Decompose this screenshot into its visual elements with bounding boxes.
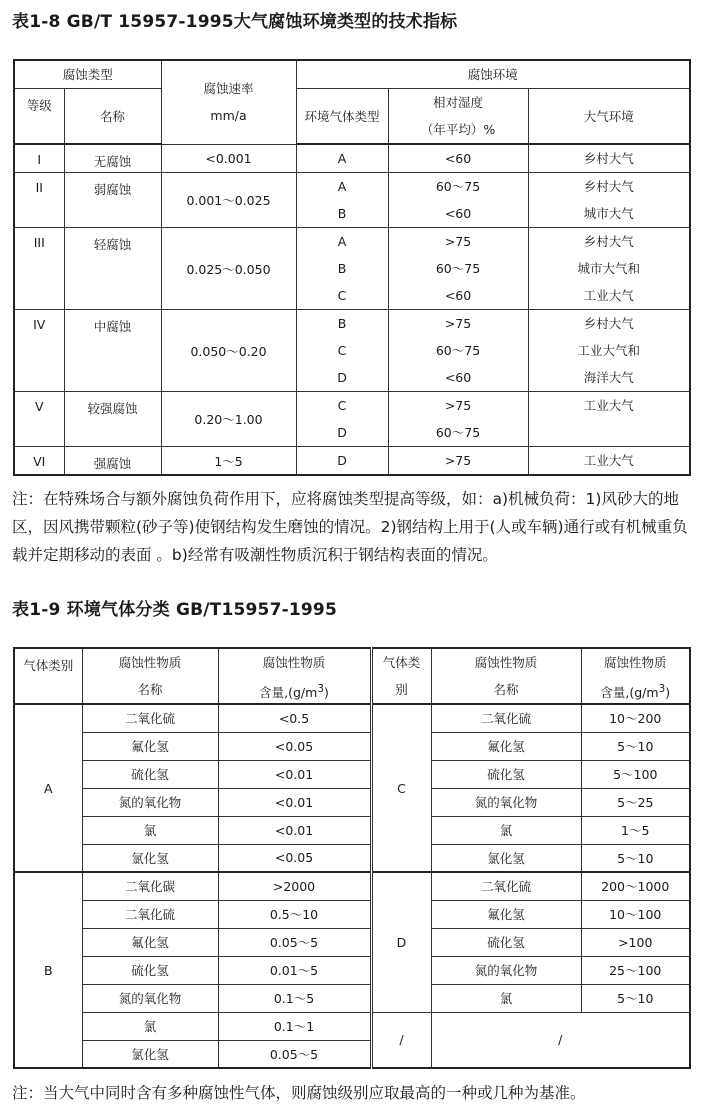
gas-type-value: D xyxy=(337,453,347,468)
header-content-left-line2 xyxy=(219,676,370,703)
substance-name-cell: 氟化氢 xyxy=(431,732,581,760)
table-row xyxy=(14,704,690,732)
humidity-value: 60～75 xyxy=(435,261,481,276)
header-corrosion-type: 腐蚀类型 xyxy=(14,60,161,88)
grade-cell: III xyxy=(14,228,64,310)
substance-name-cell: 二氧化硫 xyxy=(82,900,218,928)
gas-type-value: B xyxy=(337,261,347,276)
substance-content-cell: 0.01～5 xyxy=(218,956,371,984)
substance-content-cell: 0.05～5 xyxy=(218,928,371,956)
header-substance-left-line1: 腐蚀性物质 xyxy=(118,655,182,670)
humidity-value: <60 xyxy=(444,370,472,385)
substance-name-cell: 氯 xyxy=(431,984,581,1012)
humidity-value: <60 xyxy=(444,151,472,166)
atmosphere-value: 城市大气 xyxy=(583,206,634,221)
atmosphere-value: 城市大气和 xyxy=(577,261,641,276)
header-rate-label: 腐蚀速率 xyxy=(203,81,254,97)
substance-name-cell: 氯 xyxy=(82,1012,218,1040)
substance-name-cell: 氯化氢 xyxy=(431,844,581,872)
atmosphere-cell xyxy=(528,228,690,310)
substance-name-cell: 氟化氢 xyxy=(431,900,581,928)
substance-content-cell: 5～10 xyxy=(581,844,690,872)
gas-type-value: D xyxy=(337,370,347,385)
header-grade: 等级 xyxy=(14,88,64,144)
header-gas-category-right-line2: 别 xyxy=(395,682,408,697)
gas-type-cell xyxy=(296,392,388,447)
header-gas-type: 环境气体类型 xyxy=(296,88,388,144)
substance-name-cell: 硫化氢 xyxy=(431,928,581,956)
gas-type-value: A xyxy=(337,179,347,194)
gas-type-value: B xyxy=(337,316,347,331)
table1-body xyxy=(14,144,690,475)
substance-content-cell: 25～100 xyxy=(581,956,690,984)
gas-type-cell xyxy=(296,228,388,310)
humidity-value: >75 xyxy=(444,398,472,413)
substance-content-cell: 0.1～1 xyxy=(218,1012,371,1040)
gas-type-value: C xyxy=(337,343,347,358)
substance-name-cell: 氯 xyxy=(431,816,581,844)
header-environment: 腐蚀环境 xyxy=(296,60,690,88)
gas-type-value: A xyxy=(337,151,347,166)
header-humidity-line1: 相对湿度 xyxy=(433,94,484,110)
table-row xyxy=(14,984,690,1012)
substance-content-cell: 10～100 xyxy=(581,900,690,928)
header-rate xyxy=(161,60,296,144)
atmosphere-value: 工业大气 xyxy=(583,453,634,468)
table-row xyxy=(14,844,690,872)
rate-cell: 0.050～0.20 xyxy=(161,310,296,392)
table-row xyxy=(14,228,690,310)
gas-type-value: C xyxy=(337,398,347,413)
substance-name-cell: 硫化氢 xyxy=(431,760,581,788)
substance-content-cell: 10～200 xyxy=(581,704,690,732)
atmosphere-value: 工业大气和 xyxy=(577,343,641,358)
header-name: 名称 xyxy=(64,88,161,144)
humidity-value: 60～75 xyxy=(435,179,481,194)
atmosphere-value: 工业大气 xyxy=(583,398,634,413)
content-unit-right: 含量,(g/m xyxy=(600,685,659,701)
header-content-right-line2 xyxy=(582,676,690,703)
atmosphere-cell xyxy=(528,310,690,392)
gas-type-cell xyxy=(296,310,388,392)
atmosphere-cell xyxy=(528,447,690,476)
substance-content-cell: <0.01 xyxy=(218,788,371,816)
atmosphere-value: 乡村大气 xyxy=(583,316,634,331)
gas-type-cell xyxy=(296,173,388,228)
substance-name-cell: 氟化氢 xyxy=(82,732,218,760)
name-cell: 轻腐蚀 xyxy=(64,228,161,310)
name-cell: 无腐蚀 xyxy=(64,144,161,173)
corrosion-environment-table xyxy=(13,59,691,476)
table2-note: 注：当大气中同时含有多种腐蚀性气体，则腐蚀级别应取最高的一种或几种为基准。 xyxy=(12,1084,586,1102)
rate-cell: 0.001～0.025 xyxy=(161,173,296,228)
content-unit-left-end: ) xyxy=(323,685,329,701)
atmosphere-value: 海洋大气 xyxy=(583,370,634,385)
rate-cell: 0.025～0.050 xyxy=(161,228,296,310)
gas-type-value: D xyxy=(337,425,347,440)
table-row xyxy=(14,816,690,844)
atmosphere-value: 乡村大气 xyxy=(583,179,634,194)
gas-category-cell: B xyxy=(14,872,82,1068)
atmosphere-cell xyxy=(528,144,690,173)
name-cell: 弱腐蚀 xyxy=(64,173,161,228)
rate-cell: 0.20～1.00 xyxy=(161,392,296,447)
humidity-value: <60 xyxy=(444,206,472,221)
substance-content-cell: <0.5 xyxy=(218,704,371,732)
table-row xyxy=(14,144,690,173)
substance-content-cell: 0.05～5 xyxy=(218,1040,371,1068)
header-substance-right-line2: 名称 xyxy=(493,682,519,697)
header-gas-category-right-line1: 气体类 xyxy=(382,655,421,670)
name-cell: 强腐蚀 xyxy=(64,447,161,476)
header-humidity xyxy=(388,88,528,144)
table-row xyxy=(14,392,690,447)
substance-name-cell: 氯 xyxy=(82,816,218,844)
content-unit-left: 含量,(g/m xyxy=(259,685,318,701)
header-content-right-line1: 腐蚀性物质 xyxy=(603,655,667,670)
substance-content-cell: 5～25 xyxy=(581,788,690,816)
gas-category-cell: A xyxy=(14,704,82,872)
table-row xyxy=(14,173,690,228)
substance-name-cell: 氟化氢 xyxy=(82,928,218,956)
humidity-value: >75 xyxy=(444,453,472,468)
substance-content-cell: 5～100 xyxy=(581,760,690,788)
table2-body xyxy=(14,704,690,1068)
substance-content-cell: <0.05 xyxy=(218,732,371,760)
environment-gas-table xyxy=(13,647,691,1069)
grade-cell: I xyxy=(14,144,64,173)
header-humidity-line2: （年平均）% xyxy=(420,121,496,137)
header-substance-left-line2: 名称 xyxy=(137,682,163,697)
name-cell: 中腐蚀 xyxy=(64,310,161,392)
atmosphere-value: 工业大气 xyxy=(583,288,634,303)
gas-type-value: A xyxy=(337,234,347,249)
substance-name-cell: 氮的氧化物 xyxy=(82,788,218,816)
substance-name-cell: 二氧化硫 xyxy=(82,704,218,732)
gas-type-value: B xyxy=(337,206,347,221)
humidity-cell xyxy=(388,173,528,228)
substance-content-cell: 5～10 xyxy=(581,984,690,1012)
table-row xyxy=(14,732,690,760)
substance-content-cell: 200～1000 xyxy=(581,872,690,900)
substance-content-cell: <0.05 xyxy=(218,844,371,872)
humidity-cell xyxy=(388,310,528,392)
header-atmosphere: 大气环境 xyxy=(528,88,690,144)
header-gas-category-left: 气体类别 xyxy=(14,648,82,704)
header-content-left-line1: 腐蚀性物质 xyxy=(262,655,326,670)
table-row xyxy=(14,872,690,900)
table1-title: 表1-8 GB/T 15957-1995大气腐蚀环境类型的技术指标 xyxy=(12,12,458,32)
grade-cell: V xyxy=(14,392,64,447)
atmosphere-value: 乡村大气 xyxy=(583,234,634,249)
humidity-cell xyxy=(388,392,528,447)
humidity-value: <60 xyxy=(444,288,472,303)
substance-content-cell: 5～10 xyxy=(581,732,690,760)
substance-name-cell: 硫化氢 xyxy=(82,956,218,984)
rate-cell: <0.001 xyxy=(161,144,296,173)
atmosphere-cell xyxy=(528,392,690,447)
gas-type-cell xyxy=(296,144,388,173)
gas-type-cell xyxy=(296,447,388,476)
header-substance-left xyxy=(82,648,218,704)
substance-name-cell: 氮的氧化物 xyxy=(431,788,581,816)
humidity-value: 60～75 xyxy=(435,343,481,358)
humidity-value: >75 xyxy=(444,316,472,331)
grade-cell: II xyxy=(14,173,64,228)
header-content-left xyxy=(218,648,371,704)
table-row xyxy=(14,1012,690,1040)
substance-content-cell: <0.01 xyxy=(218,760,371,788)
substance-name-cell: 二氧化硫 xyxy=(431,704,581,732)
content-unit-right-sup: 3 xyxy=(658,683,666,695)
header-substance-right-line1: 腐蚀性物质 xyxy=(474,655,538,670)
grade-cell: IV xyxy=(14,310,64,392)
rate-cell: 1～5 xyxy=(161,447,296,476)
content-unit-right-end: ) xyxy=(665,685,671,701)
gas-type-value: C xyxy=(337,288,347,303)
atmosphere-cell xyxy=(528,173,690,228)
substance-name-cell: 二氧化碳 xyxy=(82,872,218,900)
substance-content-cell: 0.1～5 xyxy=(218,984,371,1012)
humidity-cell xyxy=(388,228,528,310)
table2-title: 表1-9 环境气体分类 GB/T15957-1995 xyxy=(12,600,337,620)
slash-category-cell: / xyxy=(371,1012,431,1068)
substance-name-cell: 氯化氢 xyxy=(82,1040,218,1068)
table1-note: 注：在特殊场合与额外腐蚀负荷作用下，应将腐蚀类型提高等级，如：a)机械负荷：1)风砂大的地区，因风携带颗粒(砂子等)使钢结构发生磨蚀的情况。2)钢结构上用于(人或车辆)通行或有机械重负载并定期移动的表面 。b)经常有吸潮性物质沉积于钢结构表面的情况。 xyxy=(12,490,688,564)
table-row xyxy=(14,928,690,956)
substance-content-cell: 1～5 xyxy=(581,816,690,844)
table-row xyxy=(14,760,690,788)
table-row xyxy=(14,788,690,816)
gas-category-cell: D xyxy=(371,872,431,1012)
grade-cell: VI xyxy=(14,447,64,476)
substance-content-cell: <0.01 xyxy=(218,816,371,844)
table-row xyxy=(14,900,690,928)
substance-name-cell: 氮的氧化物 xyxy=(431,956,581,984)
substance-name-cell: 氮的氧化物 xyxy=(82,984,218,1012)
substance-content-cell: >100 xyxy=(581,928,690,956)
header-gas-category-right xyxy=(371,648,431,704)
substance-name-cell: 氯化氢 xyxy=(82,844,218,872)
substance-content-cell: >2000 xyxy=(218,872,371,900)
gas-category-cell: C xyxy=(371,704,431,872)
humidity-value: 60～75 xyxy=(435,425,481,440)
atmosphere-value: 乡村大气 xyxy=(583,151,634,166)
header-substance-right xyxy=(431,648,581,704)
substance-name-cell: 硫化氢 xyxy=(82,760,218,788)
humidity-cell xyxy=(388,144,528,173)
table-row xyxy=(14,956,690,984)
table-row xyxy=(14,447,690,476)
name-cell: 较强腐蚀 xyxy=(64,392,161,447)
slash-value-cell: / xyxy=(431,1012,690,1068)
header-rate-unit: mm/a xyxy=(210,108,247,124)
humidity-cell xyxy=(388,447,528,476)
humidity-value: >75 xyxy=(444,234,472,249)
substance-name-cell: 二氧化硫 xyxy=(431,872,581,900)
header-content-right xyxy=(581,648,690,704)
substance-content-cell: 0.5～10 xyxy=(218,900,371,928)
table-row xyxy=(14,310,690,392)
content-unit-left-sup: 3 xyxy=(317,683,324,695)
